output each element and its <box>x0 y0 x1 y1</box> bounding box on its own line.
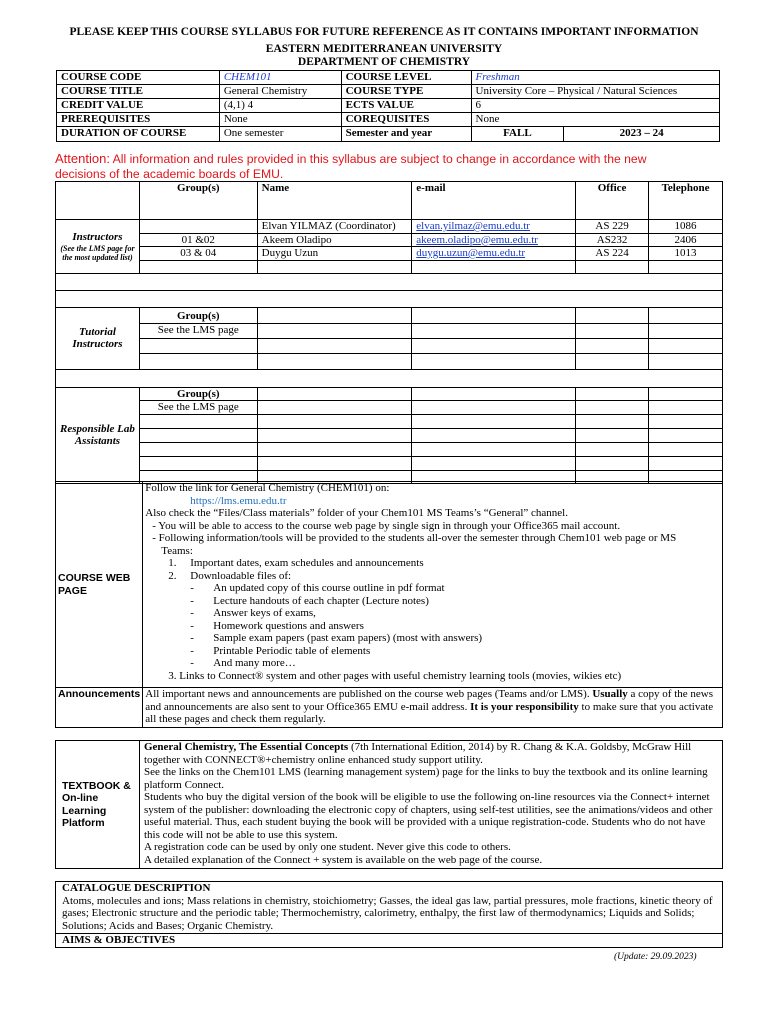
course-title-label: COURSE TITLE <box>57 85 220 99</box>
lab-note: See the LMS page <box>139 401 257 415</box>
semester-year-label: Semester and year <box>341 127 471 142</box>
col-name-header: Name <box>257 182 412 220</box>
course-level: Freshman <box>471 71 720 85</box>
web-dash1: - You will be able to access to the course web page by single sign in through your Office365 mail account. <box>152 519 621 532</box>
catalogue-text: Atoms, molecules and ions; Mass relations in chemistry, stoichiometry; Gasses, the ideal gas law, partial pressures, mole fractions, kinetic theory of gases; Electronic structure and the periodic table; Thermochemistry, calorimetry, enthalpy, the first law of thermodynamics; Liquids and Solids; Solutions; Acids and Bases; Organic Chemistry. <box>62 894 713 932</box>
ects-label: ECTS VALUE <box>341 99 471 113</box>
catalogue-label: CATALOGUE DESCRIPTION <box>62 882 211 894</box>
course-web-table <box>55 481 723 728</box>
instructor-office: AS 229 <box>576 220 649 234</box>
textbook-text: General Chemistry, The Essential Concepts (7th International Edition, 2014) by R. Chang & K.A. Goldsby, McGraw Hill together with CONNECT®+chemistry online enhanced study support utility. See the links on the Chem101 LMS (learning management system) page for the links to buy the textbook and its online learning platform Connect. Students who buy the digital version of the book will be eligible to use the following on-line resources via the Connect+ internet system of the publisher: downloading the electronic copy of chapters, using self-test utilities, see the animations/videos and other useful material. Thus, each student buying the book will be provided with a unique registration-code. Students who do not have this code will not be able to use this system. A registration code can be used by only one student. Never give this code to others. A detailed explanation of the Connect + system is available on the web page of the course. <box>139 741 722 869</box>
department-name: DEPARTMENT OF CHEMISTRY <box>297 56 471 68</box>
catalogue-table <box>55 881 723 948</box>
prereq-value: None <box>219 113 341 127</box>
tutorial-note: See the LMS page <box>139 323 257 338</box>
tutorial-group-header: Group(s) <box>139 307 257 323</box>
list-item: 2. Downloadable files of: <box>168 569 292 582</box>
course-code: CHEM101 <box>219 71 341 85</box>
textbook-table <box>55 740 723 869</box>
attention-note <box>55 151 735 182</box>
list-item: - Sample exam papers (past exam papers) (most with answers) <box>190 632 483 644</box>
col-email-header: e-mail <box>412 182 576 220</box>
lab-group-header: Group(s) <box>139 387 257 401</box>
announcements-label: Announcements <box>56 688 143 728</box>
credit-label: CREDIT VALUE <box>57 99 220 113</box>
prereq-label: PREREQUISITES <box>57 113 220 127</box>
instructor-phone: 1086 <box>649 220 723 234</box>
list-item: - An updated copy of this course outline in pdf format <box>190 582 445 594</box>
col-phone-header: Telephone <box>649 182 723 220</box>
attention-text-line2: decisions of the academic boards of EMU. <box>55 167 284 181</box>
course-type: University Core – Physical / Natural Sciences <box>471 85 720 99</box>
list-item: - Lecture handouts of each chapter (Lecture notes) <box>190 594 429 607</box>
coreq-value: None <box>471 113 720 127</box>
coreq-label: COREQUISITES <box>341 113 471 127</box>
lms-link[interactable]: https://lms.emu.edu.tr <box>190 494 287 507</box>
instructors-label: Instructors <box>72 231 123 243</box>
instructor-phone: 1013 <box>649 247 723 261</box>
staff-corner <box>56 182 140 220</box>
ects-value: 6 <box>471 99 720 113</box>
instructor-name: Akeem Oladipo <box>257 233 412 247</box>
duration-label: DURATION OF COURSE <box>57 127 220 142</box>
instructor-office: AS 224 <box>576 247 649 261</box>
semester-value: FALL <box>471 127 564 142</box>
duration-value: One semester <box>219 127 341 142</box>
list-item: - Homework questions and answers <box>190 619 364 632</box>
instructor-group: 01 &02 <box>139 233 257 247</box>
course-info-table <box>56 70 720 142</box>
tutorial-label: Tutorial Instructors <box>56 307 140 369</box>
course-level-label: COURSE LEVEL <box>341 71 471 85</box>
web-item3: 3. Links to Connect® system and other pages with useful chemistry learning tools (movies, wikies etc) <box>168 669 622 682</box>
spacer-row <box>56 290 723 307</box>
col-group-header: Group(s) <box>139 182 257 220</box>
attention-label: Attention: <box>55 151 110 166</box>
attention-text-line1: All information and rules provided in this syllabus are subject to change in accordance with the new <box>112 152 647 166</box>
instructor-name: Elvan YILMAZ (Coordinator) <box>257 220 412 234</box>
instructor-phone: 2406 <box>649 233 723 247</box>
update-date: (Update: 29.09.2023) <box>614 952 697 962</box>
credit-value: (4,1) 4 <box>219 99 341 113</box>
instructor-name: Duygu Uzun <box>257 247 412 261</box>
list-item: 1. Important dates, exam schedules and announcements <box>168 557 424 569</box>
web-line1: Follow the link for General Chemistry (CHEM101) on: <box>145 482 390 494</box>
textbook-label: TEXTBOOK & On-line Learning Platform <box>56 741 140 869</box>
course-web-label: COURSE WEB PAGE <box>56 482 143 688</box>
lab-assistants-label: Responsible Lab Assistants <box>56 387 140 483</box>
table-row <box>139 220 257 234</box>
instructors-note: (See the LMS page for the most updated list) <box>60 243 135 262</box>
instructor-email-link[interactable]: elvan.yilmaz@emu.edu.tr <box>416 220 530 232</box>
spacer-row <box>56 273 723 290</box>
web-line2: Also check the “Files/Class materials” folder of your Chem101 MS Teams’s “General” channel. <box>145 507 568 519</box>
staff-table <box>55 181 723 484</box>
aims-label: AIMS & OBJECTIVES <box>56 934 723 948</box>
list-item: - And many more… <box>190 657 296 669</box>
course-type-label: COURSE TYPE <box>341 85 471 99</box>
syllabus-notice: PLEASE KEEP THIS COURSE SYLLABUS FOR FUTURE REFERENCE AS IT CONTAINS IMPORTANT INFORMATION <box>69 26 699 38</box>
instructors-label-cell <box>56 220 140 274</box>
instructor-group: 03 & 04 <box>139 247 257 261</box>
announcements-text: All important news and announcements are published on the course web pages (Teams and/or LMS). Usually a copy of the news and announcements are also sent to your Office365 EMU e-mail address. It is your responsibility to make sure that you activate all these pages and check them regularly. <box>143 688 723 728</box>
web-dash2a: - Following information/tools will be provided to the students all-over the semester through Chem101 web page or MS <box>152 532 677 544</box>
instructor-email-link[interactable]: duygu.uzun@emu.edu.tr <box>416 247 526 259</box>
year-value: 2023 – 24 <box>564 127 720 142</box>
col-office-header: Office <box>576 182 649 220</box>
list-item: - Printable Periodic table of elements <box>190 644 371 657</box>
course-code-label: COURSE CODE <box>57 71 220 85</box>
list-item: - Answer keys of exams, <box>190 607 316 619</box>
instructor-email-link[interactable]: akeem.oladipo@emu.edu.tr <box>416 233 538 246</box>
instructor-office: AS232 <box>576 233 649 247</box>
university-name: EASTERN MEDITERRANEAN UNIVERSITY <box>265 43 503 55</box>
course-title: General Chemistry <box>219 85 341 99</box>
web-dash2b: Teams: <box>161 544 193 557</box>
book-title: General Chemistry, The Essential Concepts <box>143 741 349 753</box>
